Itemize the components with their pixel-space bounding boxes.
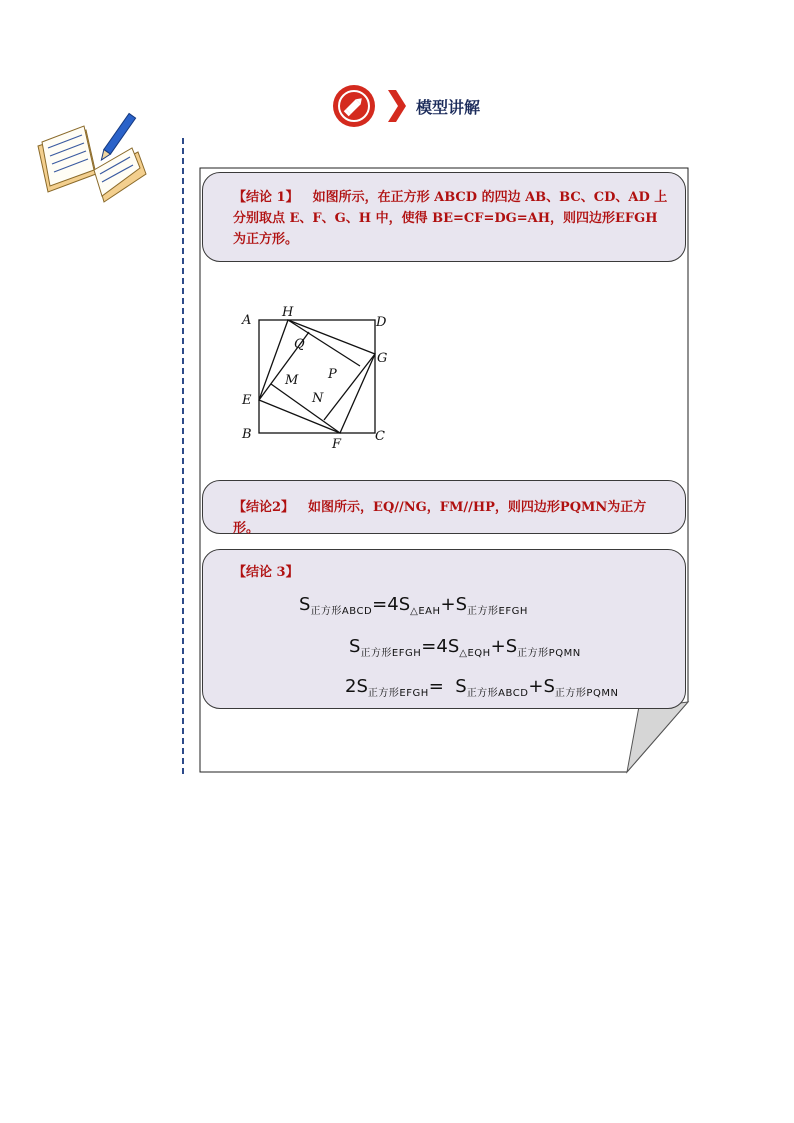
- formula-1-plus: +S: [440, 594, 468, 615]
- formula-1-sub-b: △EAH: [410, 606, 441, 617]
- conclusion-3-tag: 【结论 3】: [233, 565, 299, 580]
- section-header: [332, 84, 480, 128]
- pencil-icon: [332, 84, 376, 128]
- formula-2-term-a: S: [349, 636, 361, 657]
- open-book-with-pen-icon: [34, 112, 150, 208]
- formula-2-eq: =4S: [421, 636, 460, 657]
- chevron-right-icon: [386, 88, 408, 124]
- label-e: E: [242, 393, 252, 408]
- formula-1-term-a: S: [299, 594, 311, 615]
- formula-2: [349, 636, 581, 659]
- formula-3-sub-b: 正方形ABCD: [466, 688, 529, 699]
- formula-1-sub-c: 正方形EFGH: [467, 606, 528, 617]
- formula-2-sub-c: 正方形PQMN: [517, 648, 581, 659]
- conclusion-1-tag: 【结论 1】: [233, 190, 299, 205]
- formula-2-sub-b: △EQH: [459, 648, 491, 659]
- dashed-divider: [182, 138, 184, 774]
- formula-1: [299, 594, 528, 617]
- formula-1-sub-a: 正方形ABCD: [310, 606, 373, 617]
- conclusion-2-tag: 【结论2】: [233, 500, 295, 515]
- label-n: N: [312, 391, 324, 406]
- formula-1-eq: =4S: [372, 594, 411, 615]
- formula-3-eq: = S: [428, 676, 467, 697]
- label-g: G: [377, 351, 388, 366]
- label-h: H: [282, 305, 294, 320]
- label-f: F: [332, 437, 342, 452]
- conclusion-1-body: 如图所示，在正方形 ABCD 的四边 AB、BC、CD、AD 上分别取点 E、F、G、H 中，使得 BE=CF=DG=AH，则四边形EFGH 为正方形。: [233, 190, 668, 247]
- conclusion-2-box: [202, 480, 686, 534]
- formula-3: [345, 676, 618, 699]
- label-p: P: [328, 367, 337, 382]
- label-a: A: [242, 313, 252, 328]
- formula-3-sub-c: 正方形PQMN: [554, 688, 619, 699]
- label-c: C: [375, 429, 385, 444]
- square-figure: [236, 298, 406, 456]
- formula-3-plus: +S: [528, 676, 555, 697]
- label-m: M: [285, 373, 299, 388]
- conclusion-2-body: 如图所示，EQ//NG，FM//HP，则四边形PQMN为正方形。: [233, 500, 647, 536]
- conclusion-3-box: [202, 549, 686, 709]
- formula-3-term-a: 2S: [345, 676, 368, 697]
- label-b: B: [242, 427, 252, 442]
- label-q: Q: [294, 337, 305, 352]
- section-title: 模型讲解: [416, 97, 481, 117]
- label-d: D: [376, 315, 387, 330]
- formula-2-plus: +S: [490, 636, 518, 657]
- formula-3-sub-a: 正方形EFGH: [367, 688, 429, 699]
- conclusion-1-text: [233, 187, 671, 250]
- formula-2-sub-a: 正方形EFGH: [360, 648, 422, 659]
- conclusion-1-box: [202, 172, 686, 262]
- conclusion-2-text: [233, 497, 671, 539]
